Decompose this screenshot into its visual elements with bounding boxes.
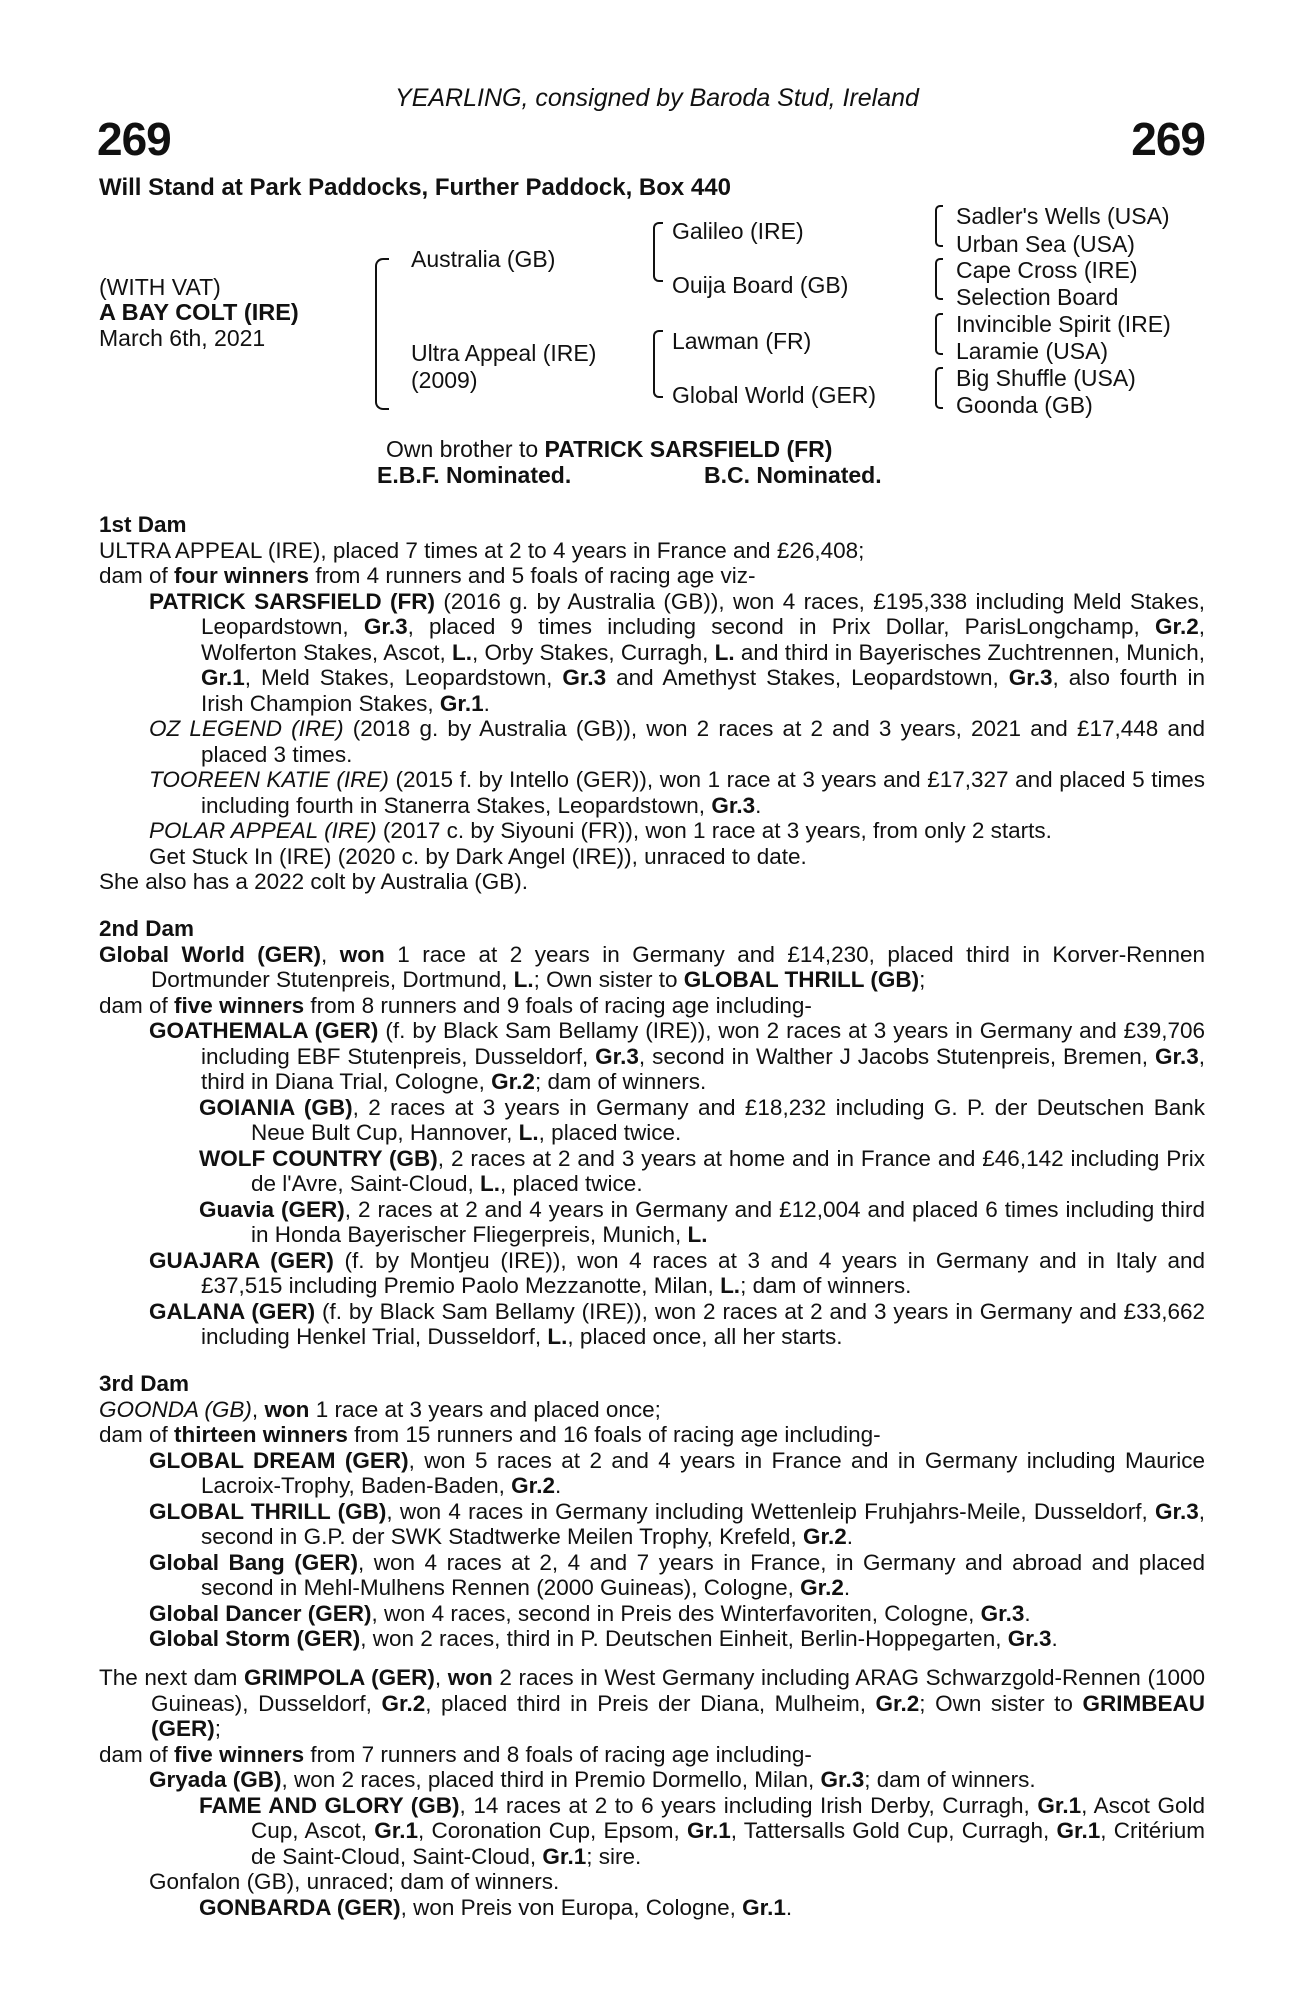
- ebf-nominated: E.B.F. Nominated.: [377, 462, 572, 488]
- consignment-line: YEARLING, consigned by Baroda Stud, Ireland: [395, 84, 919, 112]
- first-dam-record: ULTRA APPEAL (IRE), placed 7 times at 2 to 4 years in France and £26,408;: [99, 537, 865, 563]
- ped-dam-dam: Global World (GER): [672, 382, 877, 408]
- ped-dam: Ultra Appeal (IRE): [411, 340, 597, 366]
- produce-global-bang: Global Bang (GER), won 4 races at 2, 4 and 7 years in France, in Germany and abroad and placed second in Mehl-Mulhens Rennen (2000 Guineas), Cologne, Gr.2.: [149, 1549, 1206, 1600]
- produce-get-stuck-in: Get Stuck In (IRE) (2020 c. by Dark Angel (IRE)), unraced to date.: [149, 843, 807, 869]
- produce-guavia: Guavia (GER), 2 races at 2 and 4 years in Germany and £12,004 and placed 6 times including third in Honda Bayerischer Fliegerpreis, Munich, L.: [199, 1196, 1206, 1247]
- produce-global-dancer: Global Dancer (GER), won 4 races, second in Preis des Winterfavoriten, Cologne, Gr.3.: [149, 1600, 1031, 1626]
- first-dam-heading: 1st Dam: [99, 512, 187, 537]
- produce-fame-and-glory: FAME AND GLORY (GB), 14 races at 2 to 6 years including Irish Derby, Curragh, Gr.1, Ascot Gold Cup, Ascot, Gr.1, Coronation Cup, Epsom, Gr.1, Tattersalls Gold Cup, Curragh, Gr.1, Critérium de Saint-Cloud, Saint-Cloud, Gr.1; sire.: [199, 1792, 1205, 1869]
- produce-gryada: Gryada (GB), won 2 races, placed third in Premio Dormello, Milan, Gr.3; dam of winners.: [149, 1767, 1036, 1792]
- pedigree-brace-gen3-2: [935, 258, 943, 300]
- second-dam-record: Global World (GER), won 1 race at 2 years in Germany and £14,230, placed third in Korver-Rennen Dortmunder Stutenpreis, Dortmund, L.; Own sister to GLOBAL THRILL (GB);: [99, 941, 1206, 992]
- produce-gonbarda: GONBARDA (GER), won Preis von Europa, Cologne, Gr.1.: [199, 1894, 793, 1920]
- ped-ddd: Goonda (GB): [956, 392, 1093, 418]
- next-dam-record: The next dam GRIMPOLA (GER), won 2 races in West Germany including ARAG Schwarzgold-Rennen (1000 Guineas), Dusseldorf, Gr.2, placed third in Preis der Diana, Mulheim, Gr.2; Own sister to GRIMBEAU (GER);: [99, 1665, 1205, 1741]
- produce-wolf-country: WOLF COUNTRY (GB), 2 races at 2 and 3 years at home and in France and £46,142 including Prix de l'Avre, Saint-Cloud, L., placed twice.: [199, 1145, 1205, 1196]
- next-dam-section: [99, 1665, 1205, 1920]
- ped-dsd: Laramie (USA): [956, 338, 1109, 364]
- pedigree-brace-gen3-1: [935, 205, 943, 247]
- produce-global-thrill: GLOBAL THRILL (GB), won 4 races in Germany including Wettenleip Fruhjahrs-Meile, Dusseldorf, Gr.3, second in G.P. der SWK Stadtwerke Meilen Trophy, Krefeld, Gr.2.: [149, 1498, 1205, 1549]
- pedigree-brace-gen3-3: [935, 313, 943, 355]
- ped-sire-sire: Galileo (IRE): [672, 218, 804, 244]
- pedigree-brace-dam: [653, 330, 663, 398]
- produce-oz-legend: OZ LEGEND (IRE) (2018 g. by Australia (GB)), won 2 races at 2 and 3 years, 2021 and £17,448 and placed 3 times.: [149, 716, 1205, 767]
- third-dam-produce: dam of thirteen winners from 15 runners and 16 foals of racing age including-: [99, 1422, 881, 1447]
- second-dam-produce: dam of five winners from 8 runners and 9 foals of racing age including-: [99, 992, 812, 1018]
- second-dam-section: [99, 916, 1205, 1350]
- ped-sds: Cape Cross (IRE): [956, 257, 1138, 283]
- ped-dds: Big Shuffle (USA): [956, 365, 1136, 391]
- own-brother-note: Own brother to PATRICK SARSFIELD (FR): [386, 436, 833, 462]
- produce-global-dream: GLOBAL DREAM (GER), won 5 races at 2 and 4 years in France and in Germany including Maurice Lacroix-Trophy, Baden-Baden, Gr.2.: [149, 1447, 1205, 1498]
- ped-dam-year: (2009): [411, 367, 478, 393]
- pedigree-brace-main: [375, 258, 389, 410]
- third-dam-section: [99, 1371, 1205, 1652]
- third-dam-record: GOONDA (GB), won 1 race at 3 years and placed once;: [99, 1396, 661, 1422]
- pedigree-brace-sire: [653, 222, 663, 282]
- first-dam-section: [99, 512, 1205, 895]
- ped-ssd: Urban Sea (USA): [956, 231, 1135, 257]
- bc-nominated: B.C. Nominated.: [704, 462, 882, 488]
- produce-goiania: GOIANIA (GB), 2 races at 3 years in Germany and £18,232 including G. P. der Deutschen Bank Neue Bult Cup, Hannover, L., placed twice.: [199, 1094, 1205, 1145]
- produce-2022-colt: She also has a 2022 colt by Australia (GB).: [99, 869, 528, 894]
- horse-dob: March 6th, 2021: [99, 325, 266, 351]
- ped-sss: Sadler's Wells (USA): [956, 203, 1170, 229]
- ped-sdd: Selection Board: [956, 284, 1119, 310]
- produce-galana: GALANA (GER) (f. by Black Sam Bellamy (IRE)), won 2 races at 2 and 3 years in Germany and £33,662 including Henkel Trial, Dusseldorf, L., placed once, all her starts.: [149, 1298, 1205, 1349]
- produce-goathemala: GOATHEMALA (GER) (f. by Black Sam Bellamy (IRE)), won 2 races at 3 years in Germany and £39,706 including EBF Stutenpreis, Dusseldorf, Gr.3, second in Walther J Jacobs Stutenpreis, Bremen, Gr.3, third in Diana Trial, Cologne, Gr.2; dam of winners.: [149, 1018, 1205, 1094]
- produce-polar-appeal: POLAR APPEAL (IRE) (2017 c. by Siyouni (FR)), won 1 race at 3 years, from only 2 starts.: [149, 818, 1052, 843]
- horse-name: A BAY COLT (IRE): [99, 299, 299, 325]
- produce-patrick-sarsfield: PATRICK SARSFIELD (FR) (2016 g. by Australia (GB)), won 4 races, £195,338 including Meld Stakes, Leopardstown, Gr.3, placed 9 times including second in Prix Dollar, ParisLongchamp, Gr.2, Wolferton Stakes, Ascot, L., Orby Stakes, Curragh, L. and third in Bayerisches Zuchtrennen, Munich, Gr.1, Meld Stakes, Leopardstown, Gr.3 and Amethyst Stakes, Leopardstown, Gr.3, also fourth in Irish Champion Stakes, Gr.1.: [149, 588, 1205, 716]
- produce-tooreen-katie: TOOREEN KATIE (IRE) (2015 f. by Intello (GER)), won 1 race at 3 years and £17,327 and placed 5 times including fourth in Stanerra Stakes, Leopardstown, Gr.3.: [149, 767, 1206, 818]
- produce-global-storm: Global Storm (GER), won 2 races, third in P. Deutschen Einheit, Berlin-Hoppegarten, Gr.3.: [149, 1626, 1058, 1651]
- stand-location: Will Stand at Park Paddocks, Further Paddock, Box 440: [99, 174, 731, 201]
- third-dam-heading: 3rd Dam: [99, 1371, 190, 1396]
- ped-dam-sire: Lawman (FR): [672, 328, 812, 354]
- second-dam-heading: 2nd Dam: [99, 916, 195, 941]
- first-dam-produce: dam of four winners from 4 runners and 5 foals of racing age viz-: [99, 563, 756, 588]
- ped-sire: Australia (GB): [411, 246, 556, 272]
- pedigree-brace-gen3-4: [935, 367, 943, 409]
- ped-sire-dam: Ouija Board (GB): [672, 272, 849, 298]
- next-dam-produce: dam of five winners from 7 runners and 8 foals of racing age including-: [99, 1741, 812, 1767]
- produce-gonfalon: Gonfalon (GB), unraced; dam of winners.: [149, 1869, 560, 1894]
- vat-note: (WITH VAT): [99, 274, 221, 300]
- produce-guajara: GUAJARA (GER) (f. by Montjeu (IRE)), won 4 races at 3 and 4 years in Germany and in Italy and £37,515 including Premio Paolo Mezzanotte, Milan, L.; dam of winners.: [149, 1247, 1205, 1298]
- lot-number-left: 269: [97, 113, 171, 165]
- ped-dss: Invincible Spirit (IRE): [956, 311, 1171, 337]
- lot-number-right: 269: [1131, 113, 1205, 165]
